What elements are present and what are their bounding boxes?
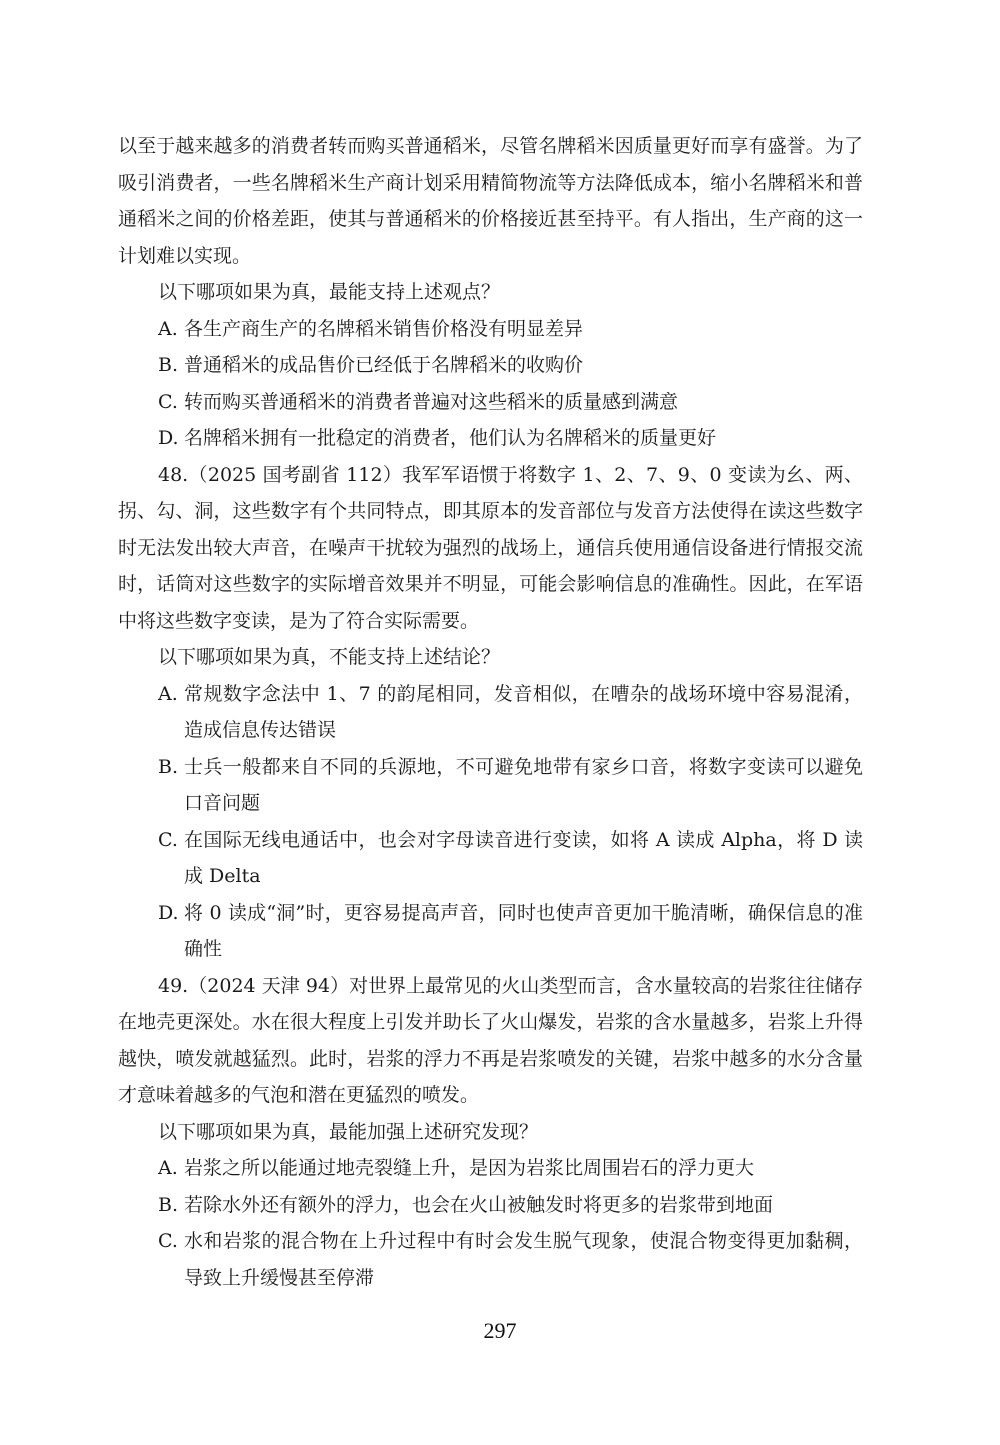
q47-option-b: [118, 347, 863, 384]
option-text: 士兵一般都来自不同的兵源地，不可避免地带有家乡口音，将数字变读可以避免口音问题: [184, 755, 863, 814]
q48-stem: 48.（2025 国考副省 112）我军军语惯于将数字 1、2、7、9、0 变读为幺、两、拐、勾、洞，这些数字有个共同特点，即其原本的发音部位与发音方法使得在读这些数字时无法发出较大声音，在噪声干扰较为强烈的战场上，通信兵使用通信设备进行情报交流时，话筒对这些数字的实际增音效果并不明显，可能会影响信息的准确性。因此，在军语中将这些数字变读，是为了符合实际需要。: [118, 463, 863, 632]
q47-option-d: [118, 420, 863, 457]
q47-option-c: [118, 384, 863, 421]
option-text: 水和岩浆的混合物在上升过程中有时会发生脱气现象，使混合物变得更加黏稠，导致上升缓慢甚至停滞: [184, 1230, 863, 1289]
option-key: D.: [158, 901, 179, 924]
option-key: D.: [158, 427, 179, 449]
option-key: C.: [158, 390, 178, 413]
option-key: A.: [158, 317, 178, 340]
option-text: 在国际无线电通话中，也会对字母读音进行变读，如将 A 读成 Alpha，将 D 读成 Delta: [184, 828, 863, 887]
q48-question: 以下哪项如果为真，不能支持上述结论？: [158, 646, 501, 668]
page-content: [118, 128, 863, 1296]
option-text: 普通稻米的成品售价已经低于名牌稻米的收购价: [184, 354, 584, 376]
q49-option-c: [118, 1223, 863, 1296]
option-key: C.: [158, 1230, 178, 1252]
q49-option-a: [118, 1150, 863, 1187]
q49-option-b: [118, 1187, 863, 1224]
intro-paragraph: 以至于越来越多的消费者转而购买普通稻米，尽管名牌稻米因质量更好而享有盛誉。为了吸引消费者，一些名牌稻米生产商计划采用精简物流等方法降低成本，缩小名牌稻米和普通稻米之间的价格差距，使其与普通稻米的价格接近甚至持平。有人指出，生产商的这一计划难以实现。: [118, 135, 863, 267]
page-number: 297: [483, 1318, 517, 1343]
q49-stem: 49.（2024 天津 94）对世界上最常见的火山类型而言，含水量较高的岩浆往往储存在地壳更深处。水在很大程度上引发并助长了火山爆发，岩浆的含水量越多，岩浆上升得越快，喷发就越猛烈。此时，岩浆的浮力不再是岩浆喷发的关键，岩浆中越多的水分含量才意味着越多的气泡和潜在更猛烈的喷发。: [118, 974, 863, 1106]
option-key: B.: [158, 1193, 179, 1216]
option-text: 各生产商生产的名牌稻米销售价格没有明显差异: [184, 317, 584, 340]
option-key: A.: [158, 1157, 178, 1179]
q48-option-c: [118, 822, 863, 895]
q47-question: 以下哪项如果为真，最能支持上述观点？: [158, 281, 501, 303]
option-key: B.: [158, 354, 179, 376]
q48-option-b: [118, 749, 863, 822]
option-text: 将 0 读成“洞”时，更容易提高声音，同时也使声音更加干脆清晰，确保信息的准确性: [184, 901, 863, 960]
option-text: 转而购买普通稻米的消费者普遍对这些稻米的质量感到满意: [184, 390, 679, 413]
option-key: A.: [158, 682, 178, 705]
option-key: B.: [158, 755, 179, 778]
q47-option-a: [118, 311, 863, 348]
option-text: 常规数字念法中 1、7 的韵尾相同，发音相似，在嘈杂的战场环境中容易混淆，造成信息传达错误: [184, 682, 863, 741]
q49-question: 以下哪项如果为真，最能加强上述研究发现？: [158, 1120, 539, 1143]
q48-option-d: [118, 895, 863, 968]
option-key: C.: [158, 828, 178, 851]
q48-option-a: [118, 676, 863, 749]
option-text: 岩浆之所以能通过地壳裂缝上升，是因为岩浆比周围岩石的浮力更大: [184, 1157, 755, 1179]
option-text: 名牌稻米拥有一批稳定的消费者，他们认为名牌稻米的质量更好: [184, 427, 717, 449]
option-text: 若除水外还有额外的浮力，也会在火山被触发时将更多的岩浆带到地面: [184, 1193, 774, 1216]
